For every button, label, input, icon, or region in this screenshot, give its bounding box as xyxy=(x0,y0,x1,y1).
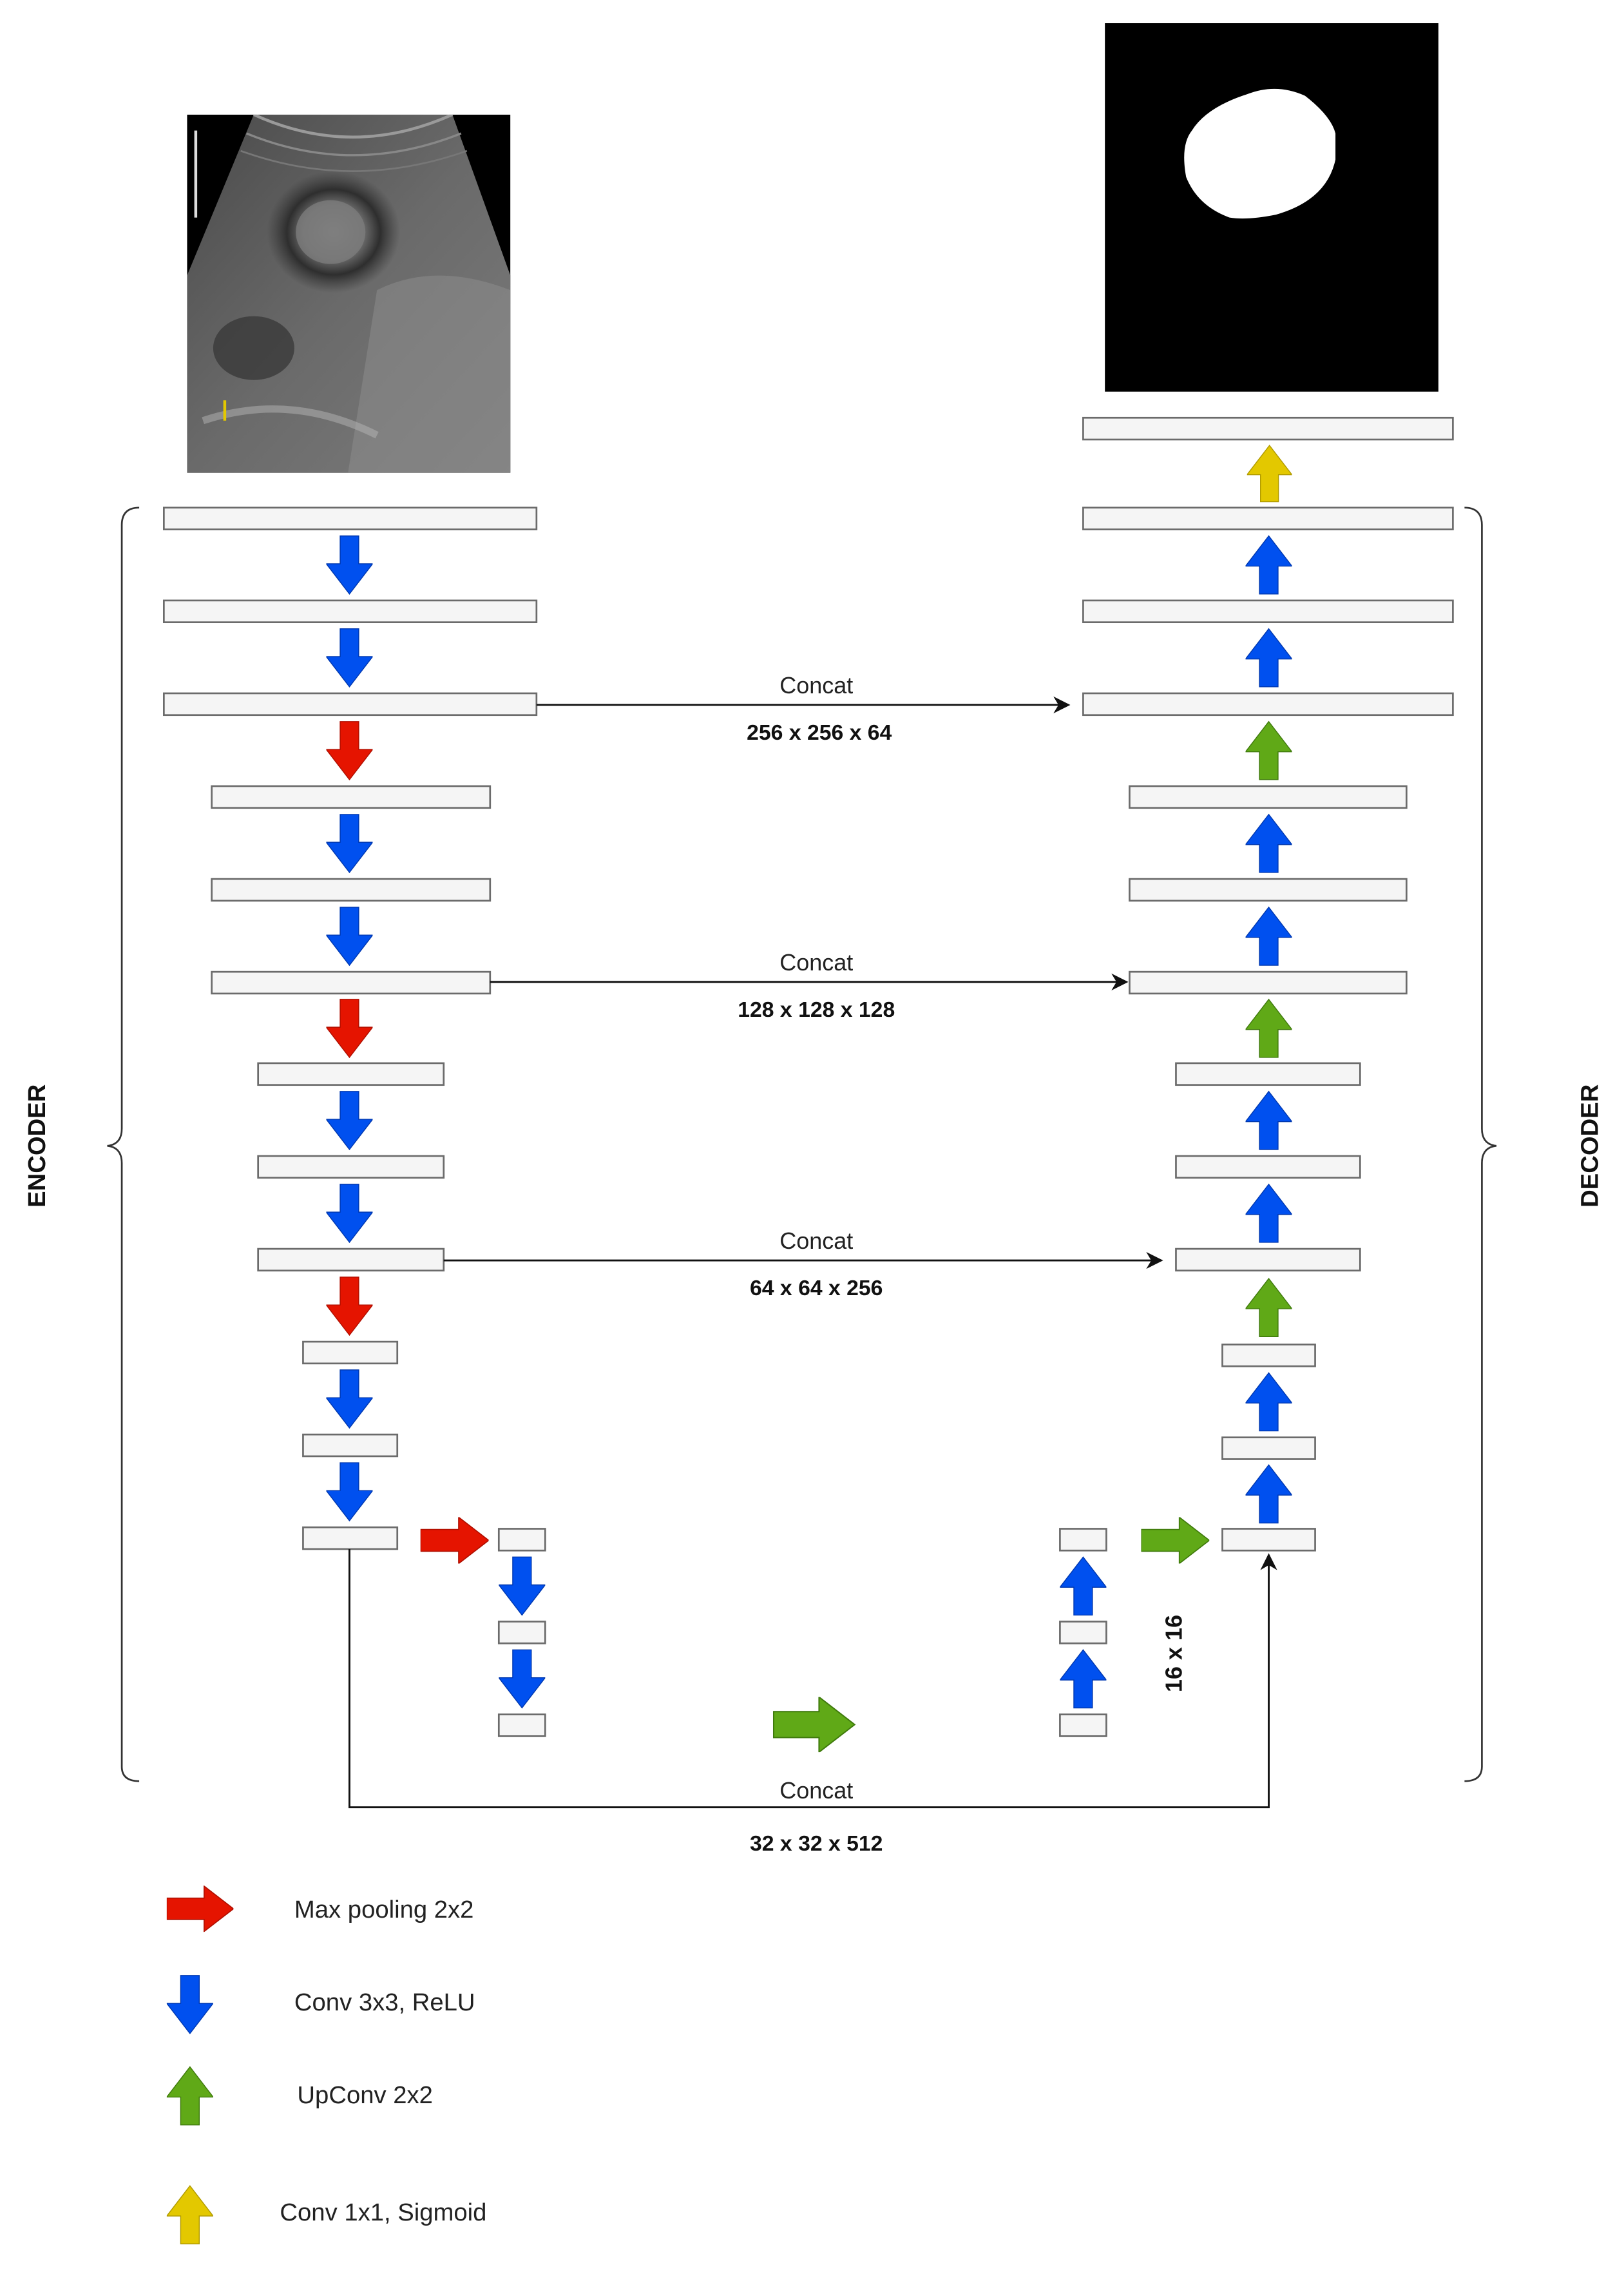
concat-label: Concat xyxy=(779,671,854,698)
decoder-brace xyxy=(1464,508,1496,1781)
decoder-bar-3-2 xyxy=(1176,1156,1360,1178)
encoder-bar-2-2 xyxy=(212,879,490,901)
bottleneck-dims-label: 16 x 16 xyxy=(1160,1615,1187,1693)
conv-up-arrow-icon xyxy=(1060,1557,1106,1615)
bottleneck xyxy=(421,1517,1209,1753)
encoder-bar-4-3 xyxy=(303,1527,397,1549)
decoder-bar-2-1 xyxy=(1129,786,1406,808)
legend-label: Conv 3x3, ReLU xyxy=(294,1988,475,2016)
conv-up-arrow-icon xyxy=(1246,536,1292,594)
conv-up-arrow-icon xyxy=(1246,1465,1292,1523)
conv-up-arrow-icon xyxy=(1246,629,1292,687)
decoder-bar-4-2 xyxy=(1223,1438,1315,1459)
encoder-bar-3-2 xyxy=(258,1156,444,1178)
decoder-bar-2-2 xyxy=(1129,879,1406,901)
encoder-bar-3-1 xyxy=(258,1063,444,1085)
concat-dims: 32 x 32 x 512 xyxy=(750,1831,883,1856)
decoder-bar-3-3 xyxy=(1176,1249,1360,1271)
decoder-bar-1-3 xyxy=(1083,693,1453,715)
upconv-up-arrow-icon xyxy=(1246,722,1292,780)
bottleneck-right-bar-3 xyxy=(1060,1715,1106,1737)
encoder-bar-2-1 xyxy=(212,786,490,808)
bottleneck-left-bar-2 xyxy=(499,1622,545,1644)
encoder-bar-1-2 xyxy=(164,601,536,622)
conv-up-arrow-icon xyxy=(1060,1650,1106,1708)
decoder-label: DECODER xyxy=(1576,1084,1604,1208)
concat-dims: 128 x 128 x 128 xyxy=(738,997,895,1022)
decoder-arrows xyxy=(1246,536,1292,1523)
legend-label: UpConv 2x2 xyxy=(297,2081,433,2109)
maxpool-down-arrow-icon xyxy=(326,1277,372,1335)
upconv-up-arrow-icon xyxy=(1246,1278,1292,1336)
skip-connection-3 xyxy=(444,1228,1161,1300)
encoder-bar-1-1 xyxy=(164,508,536,530)
decoder-bar-4-3 xyxy=(1223,1529,1315,1551)
legend-label: Conv 1x1, Sigmoid xyxy=(280,2199,487,2227)
maxpool-right-arrow-icon xyxy=(421,1517,489,1564)
output-segmentation-mask xyxy=(1105,23,1438,392)
skip-connection-4 xyxy=(349,1549,1268,1856)
conv-up-arrow-icon xyxy=(1246,814,1292,872)
skip-connection-1 xyxy=(537,672,1069,745)
upconv-up-arrow-icon xyxy=(1246,999,1292,1057)
legend-label: Max pooling 2x2 xyxy=(294,1895,474,1923)
conv-up-arrow-icon xyxy=(1246,1373,1292,1431)
encoder-bar-2-3 xyxy=(212,972,490,994)
encoder-bar-4-1 xyxy=(303,1342,397,1363)
conv-down-arrow-icon xyxy=(326,536,372,594)
conv-down-arrow-icon xyxy=(326,629,372,687)
conv-up-arrow-icon xyxy=(1246,1092,1292,1150)
conv-down-arrow-icon xyxy=(326,907,372,965)
red-right-arrow-icon xyxy=(167,1886,234,1931)
decoder-bar-3-1 xyxy=(1176,1063,1360,1085)
concat-label: Concat xyxy=(779,949,854,976)
conv-down-arrow-icon xyxy=(326,814,372,872)
conv-down-arrow-icon xyxy=(326,1092,372,1150)
conv-up-arrow-icon xyxy=(1246,1184,1292,1242)
conv-down-arrow-icon xyxy=(326,1370,372,1428)
legend xyxy=(167,1886,487,2244)
yellow-up-arrow-icon xyxy=(167,2186,213,2244)
encoder-bar-1-3 xyxy=(164,693,536,715)
upconv-right-arrow-icon xyxy=(1141,1517,1209,1564)
maxpool-down-arrow-icon xyxy=(326,722,372,780)
legend-item-conv xyxy=(167,1976,475,2034)
legend-item-maxpool xyxy=(167,1886,474,1931)
encoder-label: ENCODER xyxy=(23,1084,51,1208)
conv-down-arrow-icon xyxy=(499,1650,545,1708)
concat-dims: 256 x 256 x 64 xyxy=(747,720,892,745)
conv-up-arrow-icon xyxy=(1246,907,1292,965)
decoder-bar-1-2 xyxy=(1083,601,1453,622)
bottleneck-left-bar-1 xyxy=(499,1529,545,1551)
sigmoid-up-arrow-icon xyxy=(1247,445,1292,501)
blue-down-arrow-icon xyxy=(167,1976,213,2034)
bottleneck-left-bar-3 xyxy=(499,1715,545,1737)
output-layer-bar xyxy=(1083,418,1453,439)
decoder-bar-1-1 xyxy=(1083,508,1453,530)
conv-down-arrow-icon xyxy=(326,1184,372,1242)
maxpool-down-arrow-icon xyxy=(326,999,372,1057)
encoder-bar-4-2 xyxy=(303,1434,397,1456)
conv-down-arrow-icon xyxy=(499,1557,545,1615)
concat-label: Concat xyxy=(779,1228,854,1255)
bottleneck-transfer-arrow-icon xyxy=(774,1697,855,1753)
concat-dims: 64 x 64 x 256 xyxy=(750,1276,883,1301)
encoder-arrows xyxy=(326,536,372,1521)
bottleneck-right-bar-2 xyxy=(1060,1622,1106,1644)
encoder-brace xyxy=(108,508,140,1781)
decoder-bar-4-1 xyxy=(1223,1345,1315,1367)
concat-label: Concat xyxy=(779,1777,854,1804)
legend-item-sigmoid xyxy=(167,2186,487,2244)
decoder-bar-2-3 xyxy=(1129,972,1406,994)
input-ultrasound-image xyxy=(187,115,510,473)
encoder-bar-3-3 xyxy=(258,1249,444,1271)
legend-item-upconv xyxy=(167,2067,433,2125)
bottleneck-right-bar-1 xyxy=(1060,1529,1106,1551)
skip-connection-2 xyxy=(490,949,1127,1022)
conv-down-arrow-icon xyxy=(326,1463,372,1521)
green-up-arrow-icon xyxy=(167,2067,213,2125)
